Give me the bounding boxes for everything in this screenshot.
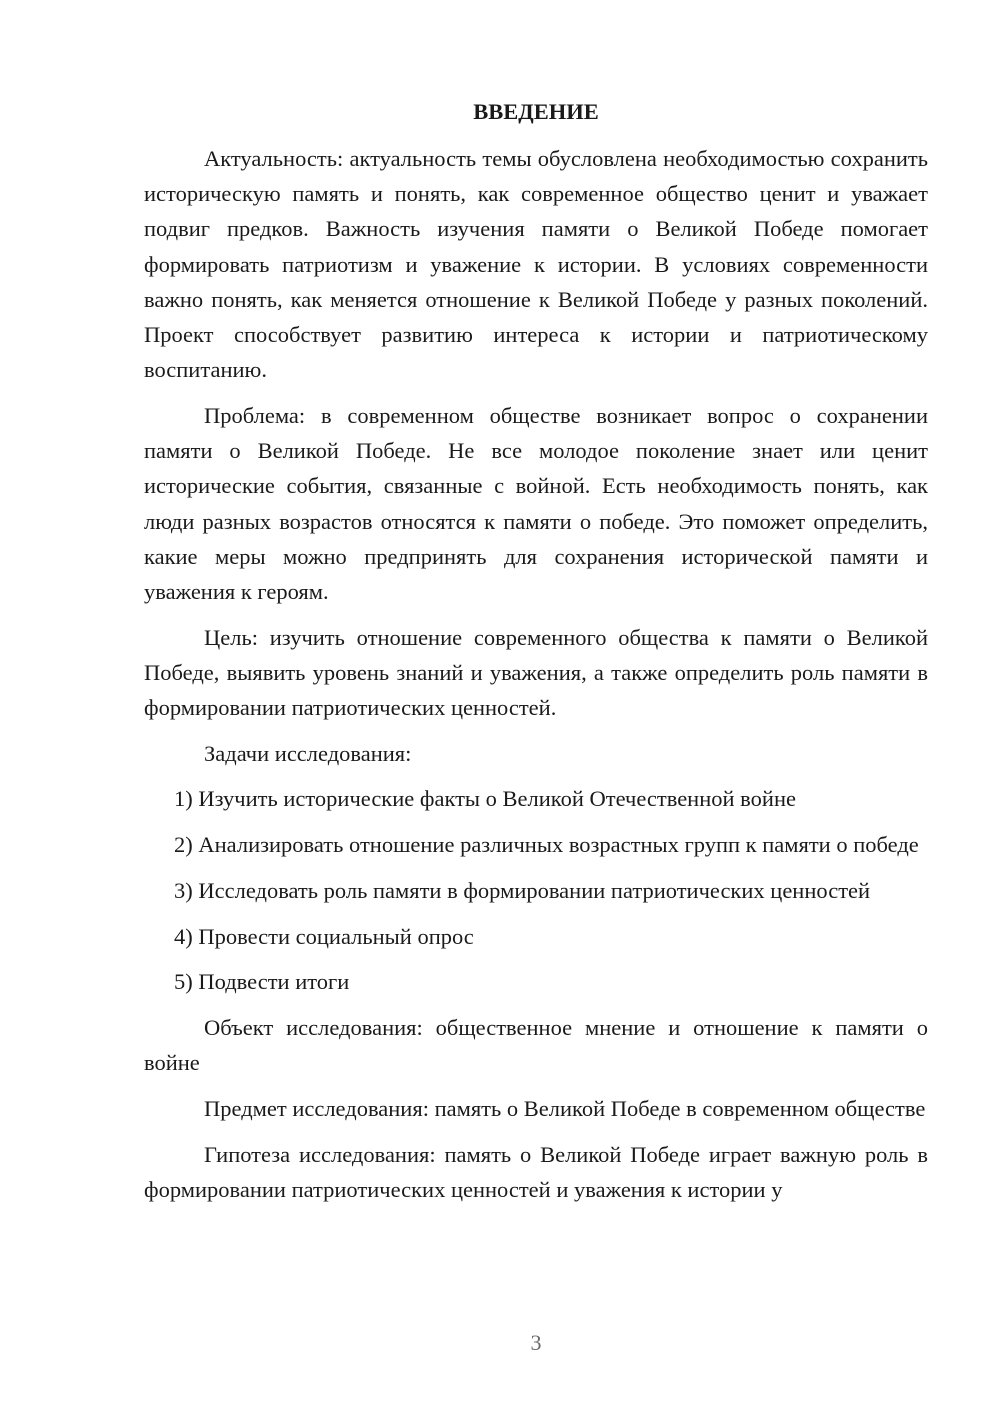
task-item: 4) Провести социальный опрос [174, 923, 474, 949]
subject-paragraph: Предмет исследования: память о Великой Победе в современном обществе [204, 1095, 926, 1121]
relevance-paragraph: Актуальность: актуальность темы обусловлена необходимостью сохранить историческую память и понять, как современное общество ценит и уважает подвиг предков. Важность изучения памяти о Великой Победе помогает формировать патриотизм и уважение к истории. В условиях современности важно понять, как меняется отношение к Великой Победе у разных поколений. Проект способствует развитию интереса к истории и патриотическому воспитанию. [144, 146, 928, 383]
problem-paragraph: Проблема: в современном обществе возникает вопрос о сохранении памяти о Великой Победе. Не все молодое поколение знает или ценит исторические события, связанные с войной. Есть необходимость понять, как люди разных возрастов относятся к памяти о победе. Это поможет определить, какие меры можно предпринять для сохранения исторической памяти и уважения к героям. [144, 402, 928, 604]
page-content [144, 94, 928, 1217]
task-item: 5) Подвести итоги [174, 969, 350, 995]
task-item: 2) Анализировать отношение различных возрастных групп к памяти о победе [174, 832, 919, 858]
section-heading: ВВЕДЕНИЕ [473, 99, 599, 124]
task-item: 3) Исследовать роль памяти в формировании патриотических ценностей [174, 877, 871, 903]
hypothesis-paragraph: Гипотеза исследования: память о Великой Победе играет важную роль в формировании патриотических ценностей и уважения к истории у [144, 1141, 928, 1202]
goal-paragraph: Цель: изучить отношение современного общества к памяти о Великой Победе, выявить уровень знаний и уважения, а также определить роль памяти в формировании патриотических ценностей. [144, 624, 928, 721]
page-number: 3 [530, 1330, 542, 1355]
task-item: 1) Изучить исторические факты о Великой Отечественной войне [174, 786, 796, 812]
tasks-title: Задачи исследования: [204, 740, 412, 766]
object-paragraph: Объект исследования: общественное мнение и отношение к памяти о войне [144, 1014, 928, 1076]
